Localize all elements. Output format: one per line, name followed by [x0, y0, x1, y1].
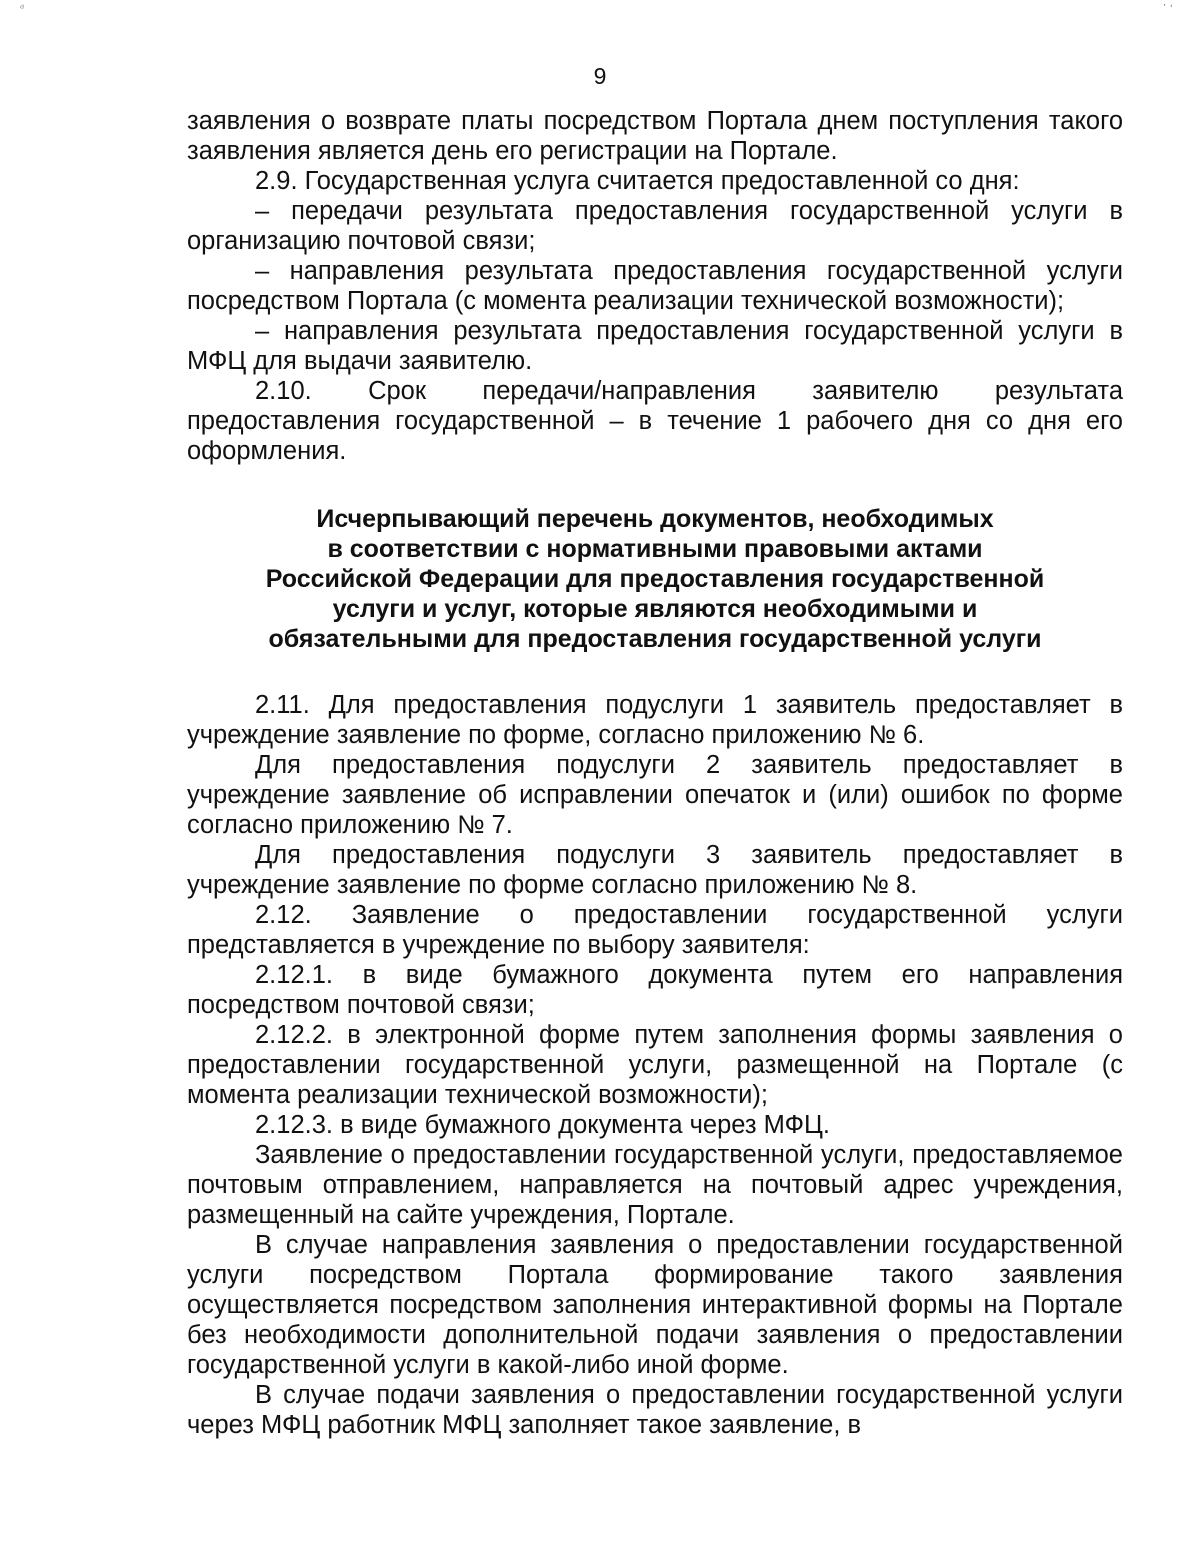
paragraph-mfc-application: В случае подачи заявления о предоставлении государственной услуги через МФЦ работник МФЦ заполняет такое заявление, в — [187, 1381, 1123, 1439]
paragraph-2-12: 2.12. Заявление о предоставлении государственной услуги представляется в учреждение по выбору заявителя: — [187, 901, 1123, 959]
document-body — [187, 106, 1123, 1440]
paragraph-subservice-2: Для предоставления подуслуги 2 заявитель предоставляет в учреждение заявление об исправлении опечаток и (или) ошибок по форме согласно приложению № 7. — [187, 751, 1123, 839]
paragraph-2-11: 2.11. Для предоставления подуслуги 1 заявитель предоставляет в учреждение заявление по форме, согласно приложению № 6. — [187, 691, 1123, 749]
list-item-portal: – направления результата предоставления государственной услуги посредством Портала (с момента реализации технической возможности); — [187, 257, 1123, 315]
list-item-postal: – передачи результата предоставления государственной услуги в организацию почтовой связи; — [187, 197, 1123, 255]
heading-line: Российской Федерации для предоставления государственной — [265, 565, 1045, 593]
paragraph-portal-application: В случае направления заявления о предоставлении государственной услуги посредством Портала формирование такого заявления осуществляется посредством заполнения интерактивной формы на Портале без необходимости дополнительной подачи заявления о предоставлении государственной услуги в какой-либо иной форме. — [187, 1231, 1123, 1379]
scan-artifact-top-left: ᵈ — [20, 4, 25, 15]
paragraph-2-12-3: 2.12.3. в виде бумажного документа через МФЦ. — [255, 1111, 830, 1139]
paragraph-subservice-3: Для предоставления подуслуги 3 заявитель предоставляет в учреждение заявление по форме согласно приложению № 8. — [187, 841, 1123, 899]
paragraph-2-12-2: 2.12.2. в электронной форме путем заполнения формы заявления о предоставлении государственной услуги, размещенной на Портале (с момента реализации технической возможности); — [187, 1021, 1123, 1109]
paragraph-continuation: заявления о возврате платы посредством Портала днем поступления такого заявления является день его регистрации на Портале. — [187, 107, 1123, 165]
heading-line: услуги и услуг, которые являются необходимыми и — [332, 595, 978, 623]
heading-line: в соответствии с нормативными правовыми актами — [327, 535, 983, 563]
heading-line: обязательными для предоставления государственной услуги — [268, 625, 1042, 653]
scan-artifact-top-right: ᾿ ʿ — [1162, 4, 1174, 15]
paragraph-2-9: 2.9. Государственная услуга считается предоставленной со дня: — [255, 167, 1020, 195]
list-item-mfc: – направления результата предоставления государственной услуги в МФЦ для выдачи заявителю. — [187, 317, 1123, 375]
paragraph-2-12-1: 2.12.1. в виде бумажного документа путем его направления посредством почтовой связи; — [187, 961, 1123, 1019]
paragraph-2-10: 2.10. Срок передачи/направления заявителю результата предоставления государственной – в течение 1 рабочего дня со дня его оформления. — [187, 377, 1123, 465]
heading-line: Исчерпывающий перечень документов, необходимых — [316, 505, 994, 533]
paragraph-postal-application: Заявление о предоставлении государственной услуги, предоставляемое почтовым отправлением, направляется на почтовый адрес учреждения, размещенный на сайте учреждения, Портале. — [187, 1141, 1123, 1229]
section-heading — [187, 504, 1123, 654]
page-number: 9 — [593, 63, 607, 89]
